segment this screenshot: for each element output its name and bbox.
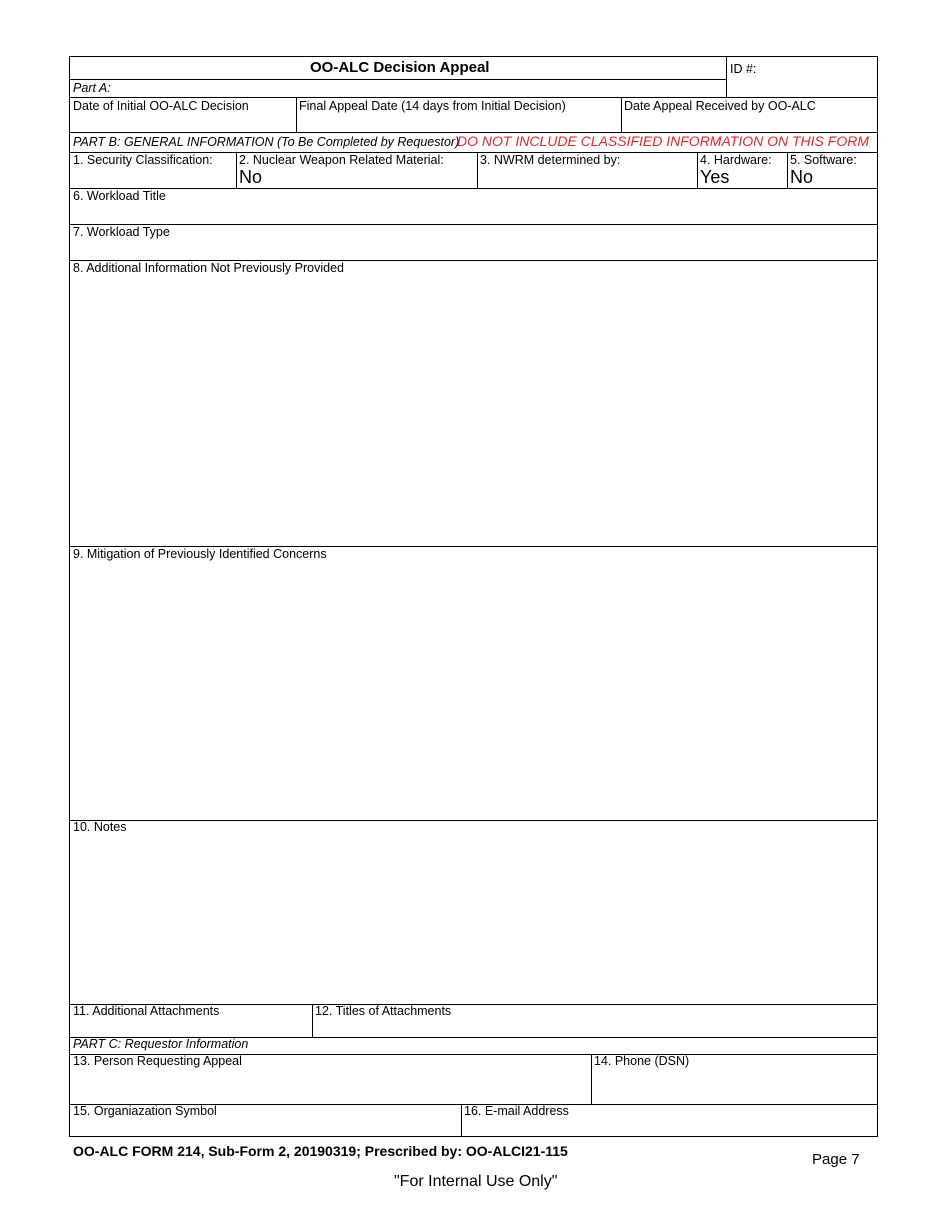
- workload-title-field[interactable]: 6. Workload Title: [73, 189, 166, 203]
- divider: [461, 1104, 462, 1136]
- nwrm-determined-field[interactable]: 3. NWRM determined by:: [480, 153, 621, 167]
- divider: [70, 188, 877, 189]
- divider: [312, 1004, 313, 1037]
- divider: [787, 152, 788, 188]
- divider: [70, 97, 877, 98]
- additional-attachments-field[interactable]: 11. Additional Attachments: [73, 1004, 220, 1018]
- email-field[interactable]: 16. E-mail Address: [464, 1104, 569, 1118]
- divider: [70, 820, 877, 821]
- part-a-label: Part A:: [73, 81, 111, 95]
- divider: [70, 79, 727, 80]
- software-select[interactable]: No: [790, 167, 814, 187]
- divider: [591, 1054, 592, 1104]
- phone-field[interactable]: 14. Phone (DSN): [594, 1054, 690, 1068]
- divider: [697, 152, 698, 188]
- id-field[interactable]: ID #:: [730, 62, 757, 76]
- part-b-label: PART B: GENERAL INFORMATION (To Be Completed by Requestor): [73, 135, 460, 149]
- divider: [477, 152, 478, 188]
- hardware-field-label: 4. Hardware:: [700, 153, 772, 167]
- internal-use-notice: "For Internal Use Only": [394, 1173, 558, 1190]
- person-requesting-field[interactable]: 13. Person Requesting Appeal: [73, 1054, 242, 1068]
- nuclear-weapon-select[interactable]: No: [239, 167, 263, 187]
- divider: [296, 97, 297, 132]
- part-c-label: PART C: Requestor Information: [73, 1037, 249, 1051]
- form-identifier: OO-ALC FORM 214, Sub-Form 2, 20190319; Prescribed by: OO-ALCI21-115: [73, 1143, 568, 1159]
- form-title: OO-ALC Decision Appeal: [310, 59, 490, 76]
- notes-field[interactable]: 10. Notes: [73, 820, 127, 834]
- divider: [236, 152, 237, 188]
- mitigation-field[interactable]: 9. Mitigation of Previously Identified Concerns: [73, 547, 327, 561]
- date-initial-decision-field[interactable]: Date of Initial OO-ALC Decision: [73, 99, 249, 113]
- attachment-titles-field[interactable]: 12. Titles of Attachments: [315, 1004, 452, 1018]
- classified-warning: DO NOT INCLUDE CLASSIFIED INFORMATION ON THIS FORM: [457, 133, 869, 149]
- page-number: Page 7: [812, 1151, 860, 1168]
- divider: [621, 97, 622, 132]
- additional-info-field[interactable]: 8. Additional Information Not Previously Provided: [73, 261, 344, 275]
- org-symbol-field[interactable]: 15. Organiazation Symbol: [73, 1104, 217, 1118]
- appeal-form: [69, 56, 878, 1137]
- divider: [70, 224, 877, 225]
- workload-type-field[interactable]: 7. Workload Type: [73, 225, 170, 239]
- date-received-field[interactable]: Date Appeal Received by OO-ALC: [624, 99, 816, 113]
- final-appeal-date-field[interactable]: Final Appeal Date (14 days from Initial Decision): [299, 99, 566, 113]
- security-classification-field[interactable]: 1. Security Classification:: [73, 153, 213, 167]
- divider: [726, 57, 727, 97]
- nuclear-weapon-field-label: 2. Nuclear Weapon Related Material:: [239, 153, 444, 167]
- hardware-select[interactable]: Yes: [700, 167, 730, 187]
- software-field-label: 5. Software:: [790, 153, 857, 167]
